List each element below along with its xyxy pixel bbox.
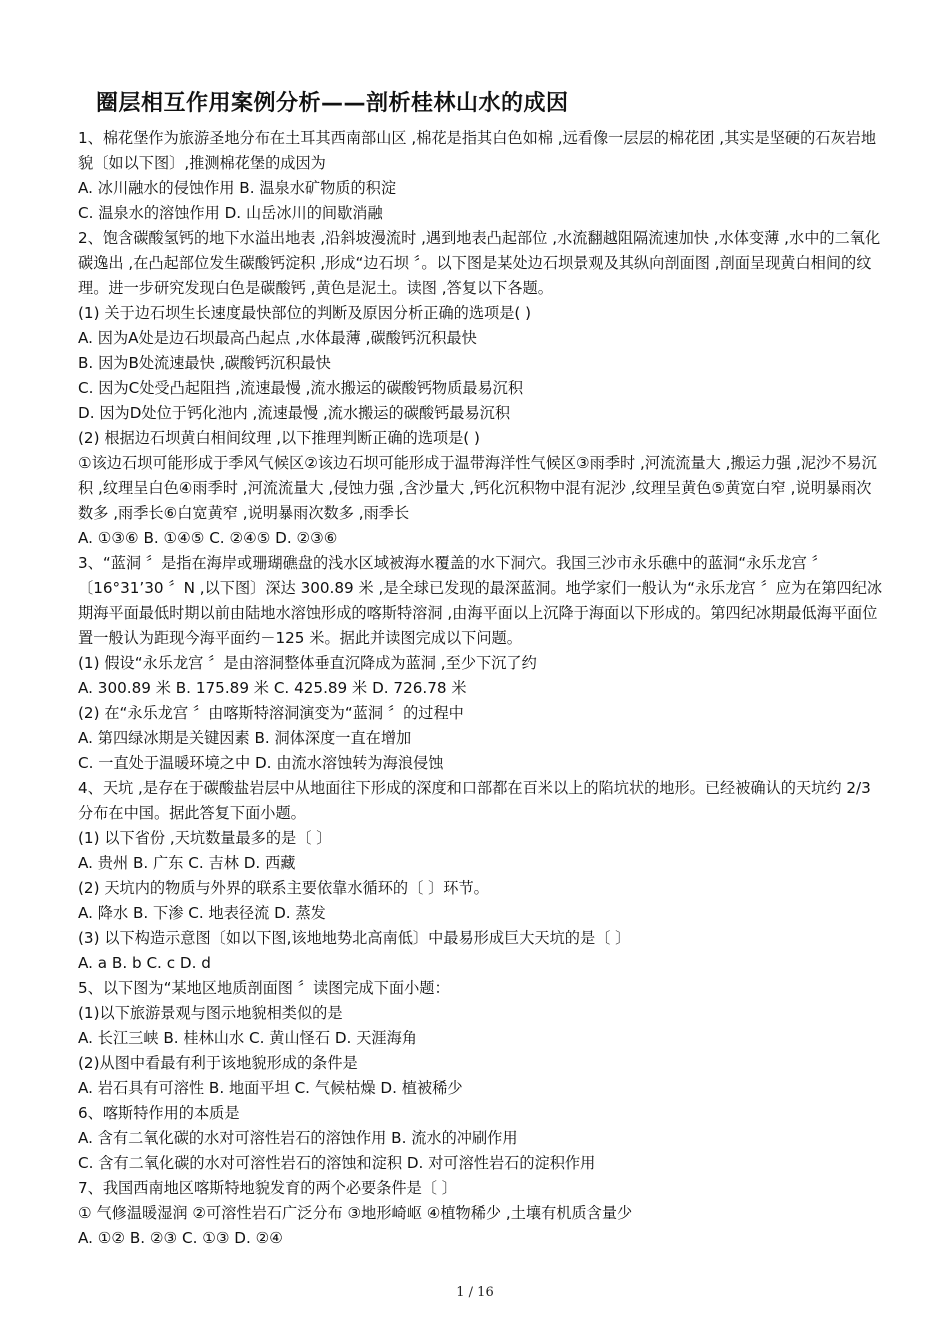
question-2-2-statements: ①该边石坝可能形成于季风气候区②该边石坝可能形成于温带海洋性气候区③雨季时 ,河流流量大 ,搬运力强 ,泥沙不易沉积 ,纹理呈白色④雨季时 ,河流流量大 ,侵蚀力强 ,含沙量大 ,钙化沉积物中混有泥沙 ,纹理呈黄色⑤黄宽白窄 ,说明暴雨次数多 ,雨季长⑥白宽黄窄 ,说明暴雨次数多 ,雨季长	[78, 454, 877, 522]
question-4-3-stem: (3) 以下构造示意图〔如以下图,该地地势北高南低〕中最易形成巨大天坑的是〔 〕	[78, 929, 631, 947]
question-7-statements: ① 气修温暖湿润 ②可溶性岩石广泛分布 ③地形崎岖 ④植物稀少 ,土壤有机质含量少	[78, 1204, 633, 1222]
question-4-2-options: A. 降水 B. 下渗 C. 地表径流 D. 蒸发	[78, 904, 326, 922]
document-title: 圈层相互作用案例分析——剖析桂林山水的成因	[96, 91, 569, 116]
question-4-3-options: A. a B. b C. c D. d	[78, 954, 211, 972]
question-1-options-ab: A. 冰川融水的侵蚀作用 B. 温泉水矿物质的积淀	[78, 179, 397, 197]
question-1-options-cd: C. 温泉水的溶蚀作用 D. 山岳冰川的间歇消融	[78, 204, 383, 222]
document-body	[78, 126, 884, 1251]
question-2-1-option-d: D. 因为D处位于钙化池内 ,流速最慢 ,流水搬运的碳酸钙最易沉积	[78, 404, 511, 422]
question-4-2-stem: (2) 天坑内的物质与外界的联系主要依靠水循环的〔 〕环节。	[78, 879, 489, 897]
question-1-stem: 1、棉花堡作为旅游圣地分布在土耳其西南部山区 ,棉花是指其白色如棉 ,远看像一层层的棉花团 ,其实是坚硬的石灰岩地貌〔如以下图〕,推测棉花堡的成因为	[78, 129, 877, 172]
question-2-1-option-b: B. 因为B处流速最快 ,碳酸钙沉积最快	[78, 354, 331, 372]
question-3-1-options: A. 300.89 米 B. 175.89 米 C. 425.89 米 D. 726.78 米	[78, 679, 467, 697]
question-3-2-stem: (2) 在“永乐龙宫 〞由喀斯特溶洞演变为“蓝洞 〞的过程中	[78, 704, 464, 722]
question-3-1-stem: (1) 假设“永乐龙宫 〞是由溶洞整体垂直沉降成为蓝洞 ,至少下沉了约	[78, 654, 537, 672]
question-4-stem: 4、天坑 ,是存在于碳酸盐岩层中从地面往下形成的深度和口部都在百米以上的陷坑状的地形。已经被确认的天坑约 2/3 分布在中国。据此答复下面小题。	[78, 779, 871, 822]
question-2-2-options: A. ①③⑥ B. ①④⑤ C. ②④⑤ D. ②③⑥	[78, 529, 338, 547]
question-2-1-option-c: C. 因为C处受凸起阻挡 ,流速最慢 ,流水搬运的碳酸钙物质最易沉积	[78, 379, 524, 397]
question-5-2-options: A. 岩石具有可溶性 B. 地面平坦 C. 气候枯燥 D. 植被稀少	[78, 1079, 463, 1097]
question-5-stem: 5、以下图为“某地区地质剖面图 〞读图完成下面小题：	[78, 979, 450, 997]
question-5-2-stem: (2)从图中看最有利于该地貌形成的条件是	[78, 1054, 358, 1072]
question-2-stem: 2、饱含碳酸氢钙的地下水溢出地表 ,沿斜坡漫流时 ,遇到地表凸起部位 ,水流翻越阻隔流速加快 ,水体变薄 ,水中的二氧化碳逸出 ,在凸起部位发生碳酸钙淀积 ,形成“边石坝 〞。以下图是某处边石坝景观及其纵向剖面图 ,剖面呈现黄白相间的纹理。进一步研究发现白色是碳酸钙 ,黄色是泥土。读图 ,答复以下各题。	[78, 229, 881, 297]
question-3-stem: 3、“蓝洞 〞是指在海岸或珊瑚礁盘的浅水区域被海水覆盖的水下洞穴。我国三沙市永乐礁中的蓝洞“永乐龙宫 〞〔16°31’30 〞N ,以下图〕深达 300.89 米 ,是全球已发现的最深蓝洞。地学家们一般认为“永乐龙宫 〞应为在第四纪冰期海平面最低时期以前由陆地水溶蚀形成的喀斯特溶洞 ,由海平面以上沉降于海面以下形成的。第四纪冰期最低海平面位置一般认为距现今海平面约－125 米。据此并读图完成以下问题。	[78, 554, 883, 647]
question-6-options-ab: A. 含有二氧化碳的水对可溶性岩石的溶蚀作用 B. 流水的冲刷作用	[78, 1129, 518, 1147]
page-number: 1 / 16	[456, 1285, 494, 1300]
question-4-1-stem: (1) 以下省份 ,天坑数量最多的是〔 〕	[78, 829, 332, 847]
question-5-1-stem: (1)以下旅游景观与图示地貌相类似的是	[78, 1004, 343, 1022]
question-3-2-options-ab: A. 第四绿冰期是关键因素 B. 洞体深度一直在增加	[78, 729, 412, 747]
question-4-1-options: A. 贵州 B. 广东 C. 吉林 D. 西藏	[78, 854, 296, 872]
question-2-2-stem: (2) 根据边石坝黄白相间纹理 ,以下推理判断正确的选项是( )	[78, 429, 480, 447]
question-6-options-cd: C. 含有二氧化碳的水对可溶性岩石的溶蚀和淀积 D. 对可溶性岩石的淀积作用	[78, 1154, 596, 1172]
question-7-options: A. ①② B. ②③ C. ①③ D. ②④	[78, 1229, 283, 1247]
question-7-stem: 7、我国西南地区喀斯特地貌发育的两个必要条件是〔 〕	[78, 1179, 457, 1197]
question-2-1-stem: (1) 关于边石坝生长速度最快部位的判断及原因分析正确的选项是( )	[78, 304, 532, 322]
question-3-2-options-cd: C. 一直处于温暖环境之中 D. 由流水溶蚀转为海浪侵蚀	[78, 754, 444, 772]
question-5-1-options: A. 长江三峡 B. 桂林山水 C. 黄山怪石 D. 天涯海角	[78, 1029, 417, 1047]
question-6-stem: 6、喀斯特作用的本质是	[78, 1104, 240, 1122]
question-2-1-option-a: A. 因为A处是边石坝最高凸起点 ,水体最薄 ,碳酸钙沉积最快	[78, 329, 477, 347]
